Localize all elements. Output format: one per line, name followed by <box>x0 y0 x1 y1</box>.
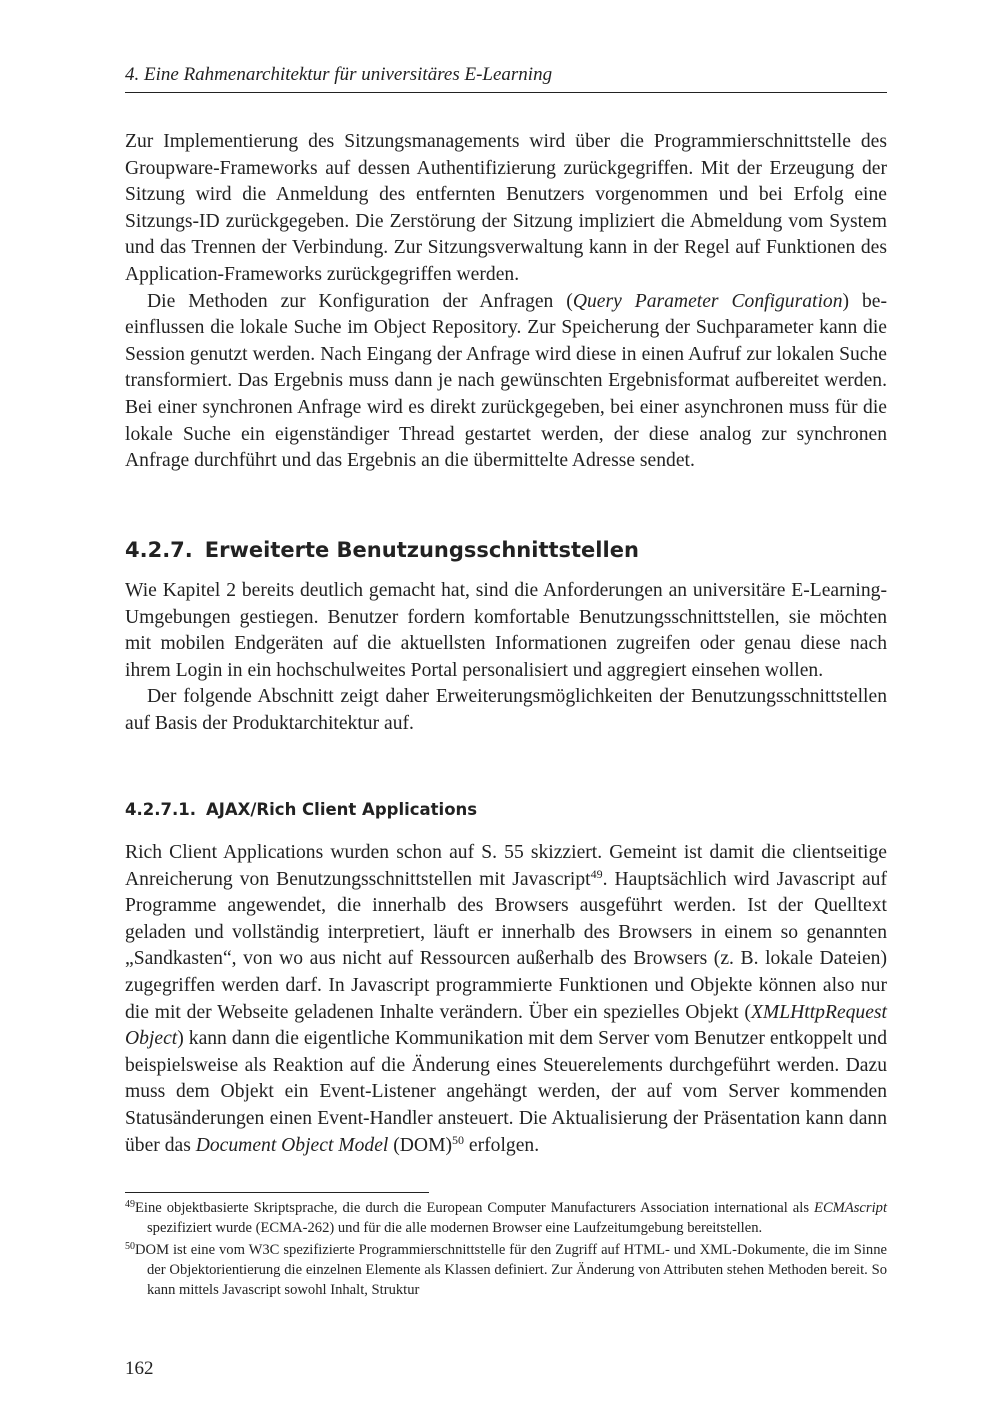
paragraph-text: Die Methoden zur Konfiguration der Anfragen ( <box>147 290 573 312</box>
footnote-50 <box>125 1240 887 1301</box>
paragraph-text: Rich Client Applications wurden schon auf S. 55 skizziert. Gemeint ist damit die clientseitige Anreicherung von Benutzungsschnittstellen mit Javascript <box>125 842 887 890</box>
footnotes <box>125 1198 887 1301</box>
footnote-text: DOM ist eine vom W3C spezifizierte Programmierschnittstelle für den Zugriff auf HTML- und XML-Dokumente, die im Sinne der Objektorientierung die einzelnen Elemente als Klassen definiert. Zur Änderung von Attributen stehen Methoden bereit. So kann mittels Javascript sowohl Inhalt, Struktur <box>135 1241 887 1299</box>
intro-text <box>125 129 887 475</box>
section-heading <box>125 535 639 565</box>
emphasis-text: Query Parameter Configuration <box>572 290 843 312</box>
header-rule <box>125 92 887 93</box>
footnote-49 <box>125 1198 887 1239</box>
emphasis-text: Document Object Model <box>195 1134 389 1156</box>
footnote-mark: 49 <box>125 1199 135 1210</box>
paragraph-text: . Hauptsächlich wird Javascript auf Programme angewendet, die innerhalb des Browsers ausgeführt werden. Ist der Quelltext geladen und vollständig interpretiert, läuft er innerhalb des Browsers in einem so genannten „Sandkasten“, von wo aus nicht auf Ressourcen außerhalb des Browsers (z. B. lokale Dateien) zugegriffen werden darf. In Javascript programmierte Funktionen und Objekte können also nur die mit der Webseite geladenen Inhalte verändern. Über ein spezielles Objekt ( <box>125 868 887 1023</box>
emphasis-text: ECMAscript <box>814 1200 887 1216</box>
page-number: 162 <box>125 1358 154 1379</box>
emphasis-text: XMLHttpRequest Object <box>125 1001 887 1050</box>
paragraph-text: (DOM) <box>388 1134 453 1156</box>
section-number: 4.2.7. <box>125 538 193 562</box>
paragraph-extensions: Der folgende Abschnitt zeigt daher Erweiterungsmöglichkeiten der Benutzungsschnittstellen auf Basis der Produktarchitektur auf. <box>125 686 887 734</box>
paragraph-text: ) beeinflussen die lokale Suche im Object Repository. Zur Speicherung der Suchparameter kann die Session genutzt werden. Nach Eingang der Anfrage wird diese in einen Aufruf zur lokalen Suche transformiert. Das Ergebnis muss dann je nach gewünschten Ergebnisformat aufbereitet werden. Bei einer synchronen Anfrage wird es direkt zurückgegeben, bei einer asynchronen muss für die lokale Suche ein eigenständiger Thread gestartet werden, der diese analog zur synchronen Anfrage durchführt und das Ergebnis an die übermittelte Adresse sendet. <box>125 290 888 472</box>
section-title: Erweiterte Benutzungsschnittstellen <box>204 538 639 562</box>
footnote-rule <box>125 1192 429 1193</box>
paragraph-session-management: Zur Implementierung des Sitzungsmanagements wird über die Programmierschnittstelle des Groupware-Frameworks auf dessen Authentifizierung zurückgegriffen. Mit der Erzeugung der Sitzung wird die Anmeldung des entfernten Benutzers vorgenommen und bei Erfolg eine Sitzungs-ID zurückgegeben. Die Zerstörung der Sitzung impliziert die Abmeldung vom System und das Trennen der Verbindung. Zur Sitzungsverwaltung kann in der Regel auf Funktionen des Application-Frameworks zurückgegriffen werden. <box>125 131 887 285</box>
paragraph-rich-client <box>125 840 887 1159</box>
running-head: 4. Eine Rahmenarchitektur für universitäres E-Learning <box>125 64 553 85</box>
subsection-heading <box>125 798 477 822</box>
paragraph-requirements: Wie Kapitel 2 bereits deutlich gemacht hat, sind die Anforderungen an universitäre E-Learning-Umgebungen gestiegen. Benutzer fordern komfortable Benutzungsschnittstellen, sie möchten mit mobilen Endgeräten auf die aktuellsten Informationen zugreifen oder genau diese nach ihrem Login in ein hochschulweites Portal personalisiert und aggregiert einsehen wollen. <box>125 580 887 681</box>
paragraph-query-configuration <box>125 289 887 475</box>
footnote-text: spezifiziert wurde (ECMA-262) und für die alle modernen Browser eine Laufzeitumgebung bereitstellen. <box>147 1220 763 1237</box>
subsection-text <box>125 840 887 1159</box>
section-text <box>125 578 887 738</box>
footnote-text: Eine objektbasierte Skriptsprache, die durch die European Computer Manufacturers Association international als <box>135 1200 815 1216</box>
subsection-number: 4.2.7.1. <box>125 800 196 819</box>
subsection-title: AJAX/Rich Client Applications <box>206 800 478 819</box>
footnote-mark: 50 <box>125 1240 135 1252</box>
paragraph-text: ) kann dann die eigentliche Kommunikation mit dem Server vom Benutzer entkoppelt und beispielsweise als Reaktion auf die Änderung eines Steuerelements durchgeführt werden. Dazu muss dem Objekt ein Event-Listener angehängt werden, der auf vom Server kommenden Statusänderungen einen Event-Handler ansteuert. Die Aktualisierung der Präsentation kann dann über das <box>125 1028 887 1156</box>
paragraph-text: erfolgen. <box>464 1134 540 1156</box>
footnote-reference[interactable]: 49 <box>590 866 603 881</box>
footnote-reference[interactable]: 50 <box>452 1132 465 1147</box>
